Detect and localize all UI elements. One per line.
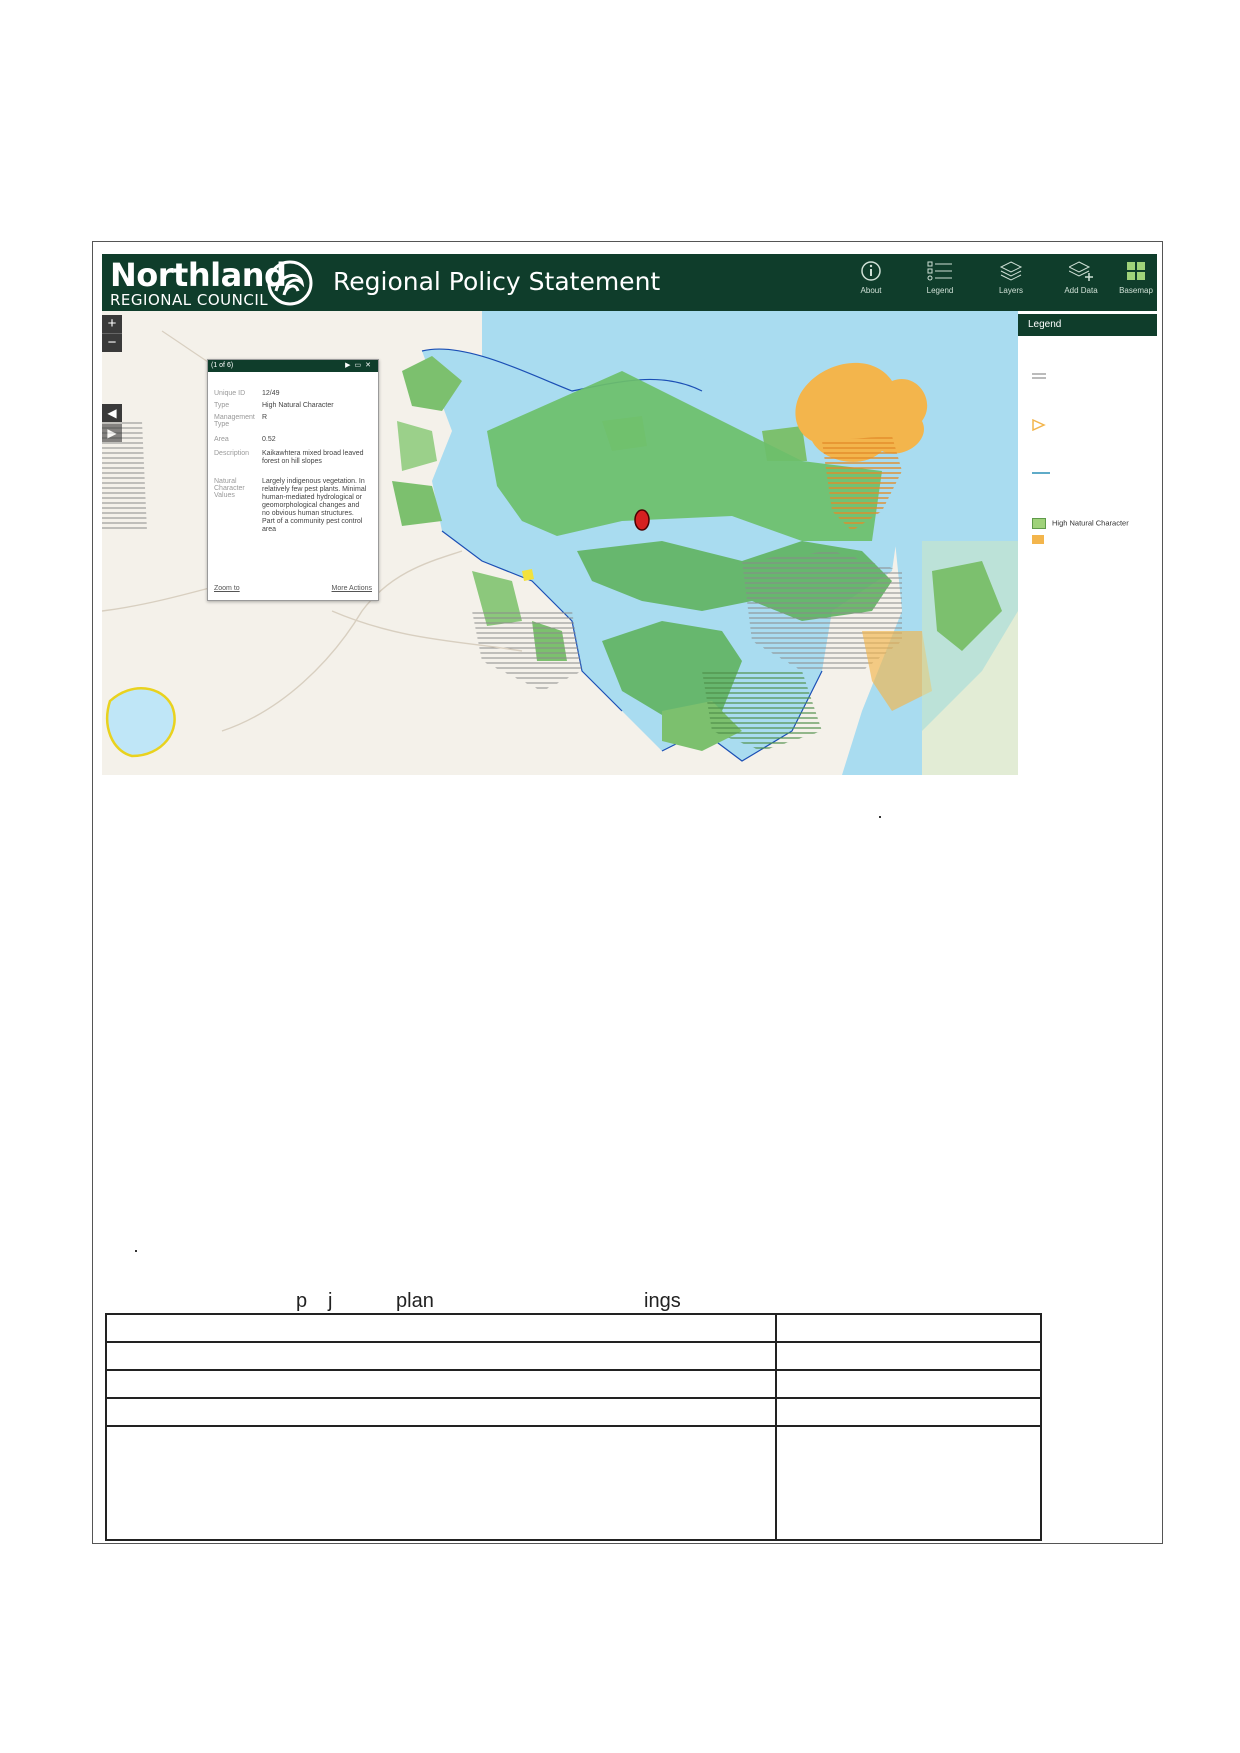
basemap-button[interactable] <box>1112 260 1160 295</box>
table-row <box>106 1398 1041 1426</box>
table-cell <box>106 1342 776 1370</box>
feature-popup <box>207 359 379 601</box>
popup-field <box>214 402 374 410</box>
legend-orange-swatch <box>1032 534 1050 544</box>
zoom-in-button[interactable]: + <box>102 315 122 334</box>
subheading-fragment: plan <box>396 1290 434 1312</box>
zoom-to-link[interactable]: Zoom to <box>214 585 240 592</box>
table-cell <box>776 1398 1041 1426</box>
legend-icon <box>926 260 954 282</box>
brand-logo-text <box>110 258 286 308</box>
line-symbol-icon <box>1032 371 1046 381</box>
popup-field <box>214 450 374 466</box>
popup-controls <box>345 360 375 372</box>
table-cell <box>776 1370 1041 1398</box>
legend-item-label: High Natural Character <box>1052 518 1129 528</box>
layers-button[interactable] <box>981 260 1041 295</box>
popup-header <box>208 360 378 372</box>
table-cell <box>106 1370 776 1398</box>
table-cell <box>776 1314 1041 1342</box>
about-label: About <box>860 286 882 295</box>
field-key: Type <box>214 402 230 409</box>
layers-label: Layers <box>998 286 1023 295</box>
app-title: Regional Policy Statement <box>333 267 661 296</box>
document-table <box>105 1313 1042 1541</box>
green-swatch-icon <box>1032 518 1046 529</box>
layers-icon <box>999 260 1023 282</box>
arrow-right-icon: ▶ <box>107 426 117 440</box>
legend-item-high-natural-character <box>1032 518 1129 529</box>
legend-line-swatch <box>1032 371 1046 383</box>
field-key: Management Type <box>214 414 255 428</box>
table-cell <box>106 1398 776 1426</box>
dock-icon[interactable]: ▭ <box>354 362 366 369</box>
field-value: 0.52 <box>262 436 276 443</box>
popup-footer <box>214 585 372 592</box>
subheading-fragment: ings <box>644 1290 681 1312</box>
add-data-button[interactable] <box>1051 260 1111 295</box>
legend-blue-line-swatch <box>1032 469 1050 478</box>
basemap-icon <box>1125 260 1147 282</box>
field-value: High Natural Character <box>262 402 334 409</box>
field-key: Natural Character Values <box>214 478 245 499</box>
popup-field <box>214 436 374 444</box>
stray-dot <box>135 1250 137 1252</box>
zoom-out-button[interactable]: − <box>107 334 117 351</box>
legend-button[interactable] <box>910 260 970 295</box>
close-icon[interactable]: ✕ <box>365 362 375 369</box>
zoom-controls <box>102 315 122 352</box>
popup-field <box>214 390 374 398</box>
line-symbol-icon <box>1032 470 1050 476</box>
subheading-fragment: j <box>328 1290 333 1312</box>
polygon-symbol-icon <box>1032 419 1046 431</box>
field-key: Unique ID <box>214 390 246 397</box>
add-data-icon <box>1069 260 1093 282</box>
popup-count: (1 of 6) <box>211 362 234 369</box>
basemap-label: Basemap <box>1119 286 1153 295</box>
info-icon <box>860 260 882 282</box>
orange-swatch-icon <box>1032 535 1044 544</box>
field-value: R <box>262 414 268 421</box>
field-value: Largely indigenous vegetation. In relatively few pest plants. Minimal human-mediated hydrological or geomorphological changes and no obvious human structures. Part of a community pest control area <box>262 478 367 533</box>
legend-header: Legend <box>1018 314 1157 336</box>
add-data-label: Add Data <box>1064 286 1098 295</box>
brand-subtitle: REGIONAL COUNCIL <box>110 291 269 309</box>
field-value: 12/49 <box>262 390 280 397</box>
subheading-fragment: p <box>296 1290 308 1312</box>
field-key: Description <box>214 450 250 457</box>
app-header <box>102 254 1157 311</box>
brand-name: Northland <box>110 256 287 294</box>
map-view[interactable] <box>102 311 1018 775</box>
arrow-left-icon: ◀ <box>107 406 117 420</box>
legend-panel <box>1018 311 1157 775</box>
legend-orange-outline-swatch <box>1032 419 1046 433</box>
more-actions-link[interactable]: More Actions <box>331 585 372 592</box>
about-button[interactable] <box>841 260 901 295</box>
map-location-marker <box>635 510 649 530</box>
field-value: Kaikawhtera mixed broad leaved forest on hill slopes <box>262 450 364 465</box>
table-row <box>106 1342 1041 1370</box>
table-row <box>106 1426 1041 1540</box>
table-cell <box>106 1314 776 1342</box>
legend-label: Legend <box>926 286 954 295</box>
stray-dot <box>879 816 881 818</box>
table-cell <box>776 1426 1041 1540</box>
table-row <box>106 1370 1041 1398</box>
field-key: Area <box>214 436 229 443</box>
next-feature-icon[interactable]: ▶ <box>345 362 355 369</box>
council-wave-icon <box>266 259 314 307</box>
table-cell <box>776 1342 1041 1370</box>
nav-back-button[interactable] <box>102 404 122 422</box>
nav-forward-button[interactable] <box>102 424 122 442</box>
popup-field <box>214 478 374 534</box>
popup-field <box>214 414 374 428</box>
table-row <box>106 1314 1041 1342</box>
table-cell <box>106 1426 776 1540</box>
